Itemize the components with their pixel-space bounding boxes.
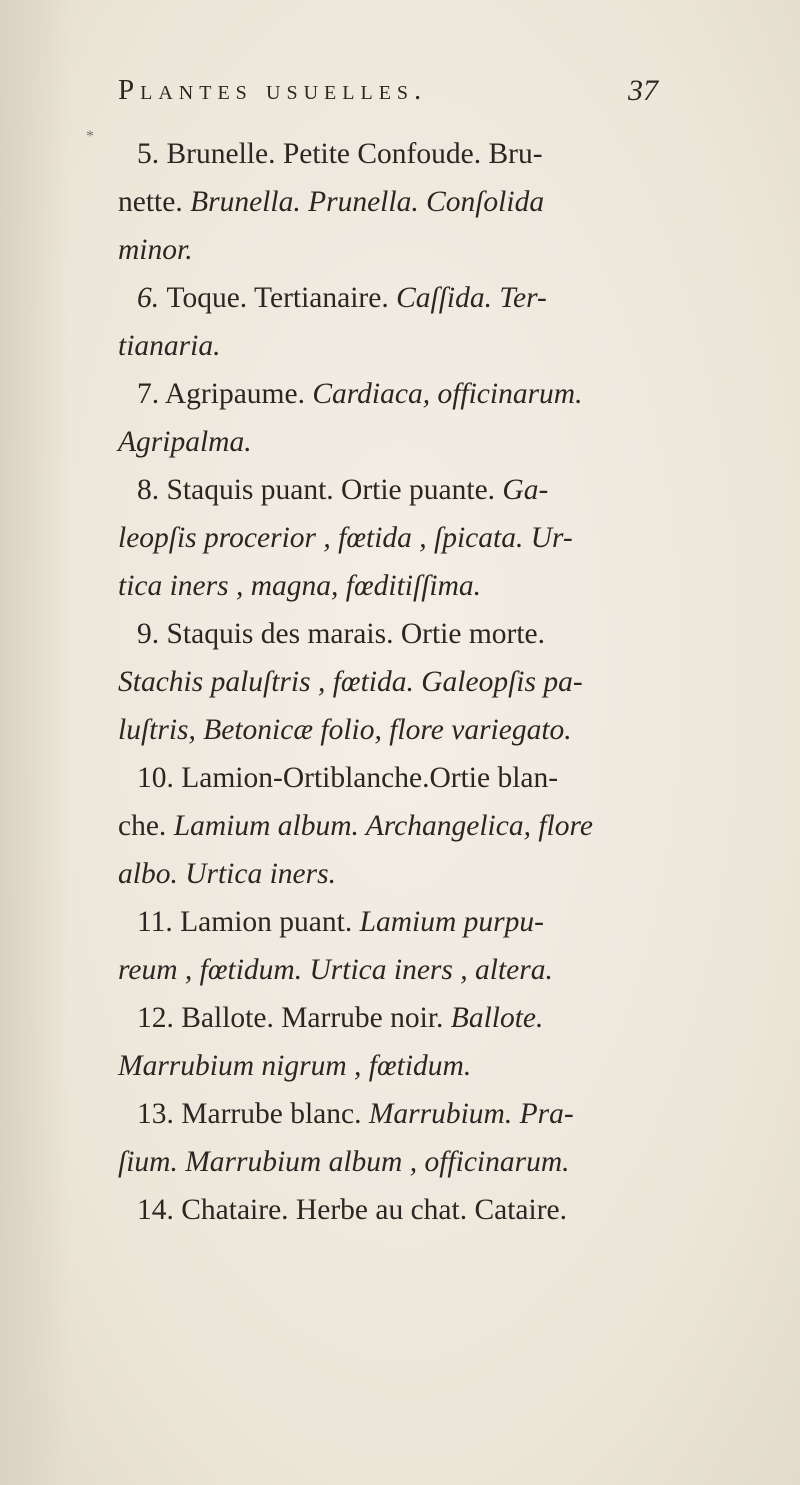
latin-name-text: Ga- <box>502 474 549 506</box>
text-line <box>118 1090 678 1138</box>
french-name-text: Toque. Tertianaire. <box>166 282 397 314</box>
french-name-text: 8. Staquis puant. Ortie puante. <box>137 474 503 506</box>
latin-name-text: Lamium purpu- <box>359 906 544 938</box>
french-name-text: 9. Staquis des marais. Ortie morte. <box>137 618 546 650</box>
text-line <box>118 226 678 274</box>
text-line <box>118 130 678 178</box>
text-line <box>118 754 678 802</box>
text-line <box>118 466 678 514</box>
page-gutter-shadow <box>0 0 70 1485</box>
text-line <box>118 178 678 226</box>
latin-name-text: Lamium album. Archangelica, flore <box>173 810 593 842</box>
latin-name-text: Cardiaca, officinarum. <box>312 378 583 410</box>
text-line <box>118 274 678 322</box>
french-name-text: nette. <box>118 186 191 218</box>
french-name-text: 13. Marrube blanc. <box>137 1098 369 1130</box>
french-name-text: 14. Chataire. Herbe au chat. Cataire. <box>137 1194 568 1226</box>
text-line <box>118 898 678 946</box>
text-line <box>118 1186 678 1234</box>
latin-name-text: Stachis paluſtris , fœtida. Galeopſis pa- <box>118 666 583 698</box>
text-line <box>118 610 678 658</box>
text-line <box>118 370 678 418</box>
french-name-text: 11. Lamion puant. <box>137 906 360 938</box>
text-line <box>118 418 678 466</box>
text-line <box>118 1042 678 1090</box>
page-header <box>118 74 658 118</box>
text-line <box>118 850 678 898</box>
latin-name-text: leopſis procerior , fœtida , ſpicata. Ur- <box>118 522 573 554</box>
latin-name-text: tica iners , magna, fœditiſſima. <box>118 570 482 602</box>
french-name-text: 5. Brunelle. Petite Confoude. Bru- <box>137 138 543 170</box>
latin-name-text: minor. <box>118 234 193 266</box>
french-name-text: che. <box>118 810 174 842</box>
margin-mark: * <box>86 128 94 145</box>
latin-name-text: luſtris, Betonicæ folio, flore variegato. <box>118 714 572 746</box>
latin-name-text: tianaria. <box>118 330 221 362</box>
french-name-text: 12. Ballote. Marrube noir. <box>137 1002 451 1034</box>
text-line <box>118 946 678 994</box>
french-name-text: 10. Lamion-Ortiblanche.Ortie blan- <box>137 762 559 794</box>
latin-name-text: albo. Urtica iners. <box>118 858 336 890</box>
running-title: Plantes usuelles. <box>118 74 428 106</box>
text-line <box>118 994 678 1042</box>
latin-name-text: reum , fœtidum. Urtica iners , altera. <box>118 954 553 986</box>
text-line <box>118 802 678 850</box>
text-line <box>118 658 678 706</box>
text-line <box>118 562 678 610</box>
latin-name-text: Brunella. Prunella. Conſolida <box>190 186 545 218</box>
latin-name-text: Ballote. <box>450 1002 544 1034</box>
latin-name-text: Caſſida. Ter- <box>396 282 547 314</box>
latin-name-text: Agripalma. <box>118 426 252 458</box>
latin-name-text: 6. <box>137 282 167 314</box>
text-line <box>118 1138 678 1186</box>
french-name-text: 7. Agripaume. <box>137 378 313 410</box>
latin-name-text: Marrubium nigrum , fœtidum. <box>118 1050 472 1082</box>
text-line <box>118 322 678 370</box>
text-line <box>118 514 678 562</box>
latin-name-text: ſium. Marrubium album , officinarum. <box>118 1146 570 1178</box>
latin-name-text: Marrubium. Pra- <box>368 1098 574 1130</box>
page-number: 37 <box>628 74 658 107</box>
text-body <box>118 130 678 1234</box>
text-line <box>118 706 678 754</box>
